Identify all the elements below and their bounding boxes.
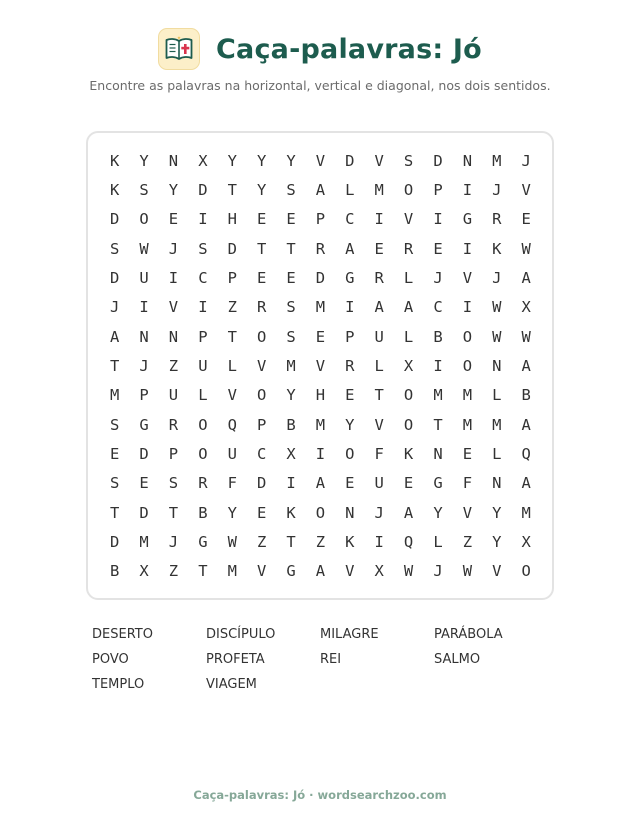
grid-cell[interactable]: U bbox=[227, 444, 237, 463]
grid-cell[interactable]: M bbox=[374, 180, 384, 199]
grid-cell[interactable]: D bbox=[227, 239, 237, 258]
grid-cell[interactable]: S bbox=[110, 474, 120, 493]
grid-cell[interactable]: N bbox=[492, 474, 502, 493]
grid-cell[interactable]: W bbox=[139, 239, 149, 258]
grid-cell[interactable]: D bbox=[139, 503, 149, 522]
grid-cell[interactable]: P bbox=[198, 327, 208, 346]
grid-cell[interactable]: E bbox=[286, 210, 296, 229]
grid-cell[interactable]: M bbox=[462, 386, 473, 405]
grid-cell[interactable]: M bbox=[521, 503, 531, 522]
grid-cell[interactable]: L bbox=[403, 327, 414, 346]
word-list-item: MILAGRE bbox=[320, 627, 379, 642]
letter-grid bbox=[100, 146, 541, 586]
grid-cell[interactable]: V bbox=[374, 415, 384, 434]
grid-cell[interactable]: G bbox=[139, 415, 149, 434]
grid-cell[interactable]: I bbox=[345, 298, 355, 317]
grid-cell[interactable]: W bbox=[492, 298, 502, 317]
grid-cell[interactable]: Z bbox=[315, 532, 326, 551]
grid-cell[interactable]: V bbox=[462, 503, 473, 522]
grid-cell[interactable]: I bbox=[315, 444, 326, 463]
grid-cell[interactable]: V bbox=[462, 268, 473, 287]
grid-cell[interactable]: M bbox=[462, 415, 473, 434]
grid-cell[interactable]: M bbox=[315, 415, 326, 434]
grid-cell[interactable]: Q bbox=[227, 415, 237, 434]
grid-cell[interactable]: S bbox=[403, 151, 414, 170]
grid-cell[interactable]: L bbox=[227, 356, 237, 375]
grid-cell[interactable]: D bbox=[345, 151, 355, 170]
grid-cell[interactable]: D bbox=[110, 268, 120, 287]
grid-cell[interactable]: P bbox=[315, 210, 326, 229]
grid-cell[interactable]: B bbox=[433, 327, 443, 346]
grid-cell[interactable]: Y bbox=[345, 415, 355, 434]
grid-cell[interactable]: S bbox=[168, 474, 179, 493]
grid-cell[interactable]: D bbox=[315, 268, 326, 287]
grid-cell[interactable]: R bbox=[198, 474, 208, 493]
grid-cell[interactable]: I bbox=[198, 210, 208, 229]
grid-cell[interactable]: X bbox=[139, 562, 149, 581]
grid-cell[interactable]: Y bbox=[168, 180, 179, 199]
grid-cell[interactable]: A bbox=[374, 298, 384, 317]
grid-cell[interactable]: D bbox=[433, 151, 443, 170]
grid-cell[interactable]: I bbox=[139, 298, 149, 317]
grid-cell[interactable]: J bbox=[433, 268, 443, 287]
grid-cell[interactable]: E bbox=[315, 327, 326, 346]
grid-cell[interactable]: R bbox=[492, 210, 502, 229]
grid-cell[interactable]: G bbox=[198, 532, 208, 551]
grid-cell[interactable]: J bbox=[168, 239, 179, 258]
grid-cell[interactable]: V bbox=[521, 180, 531, 199]
grid-cell[interactable]: E bbox=[168, 210, 179, 229]
grid-cell[interactable]: D bbox=[256, 474, 267, 493]
grid-cell[interactable]: M bbox=[227, 562, 237, 581]
grid-cell[interactable]: E bbox=[403, 474, 414, 493]
grid-cell[interactable]: S bbox=[110, 239, 120, 258]
grid-cell[interactable]: Y bbox=[492, 503, 502, 522]
grid-cell[interactable]: B bbox=[198, 503, 208, 522]
grid-cell[interactable]: C bbox=[433, 298, 443, 317]
grid-cell[interactable]: W bbox=[462, 562, 473, 581]
grid-cell[interactable]: J bbox=[521, 151, 531, 170]
grid-cell[interactable]: J bbox=[168, 532, 179, 551]
grid-cell[interactable]: O bbox=[256, 327, 267, 346]
grid-cell[interactable]: R bbox=[315, 239, 326, 258]
grid-cell[interactable]: A bbox=[345, 239, 355, 258]
grid-cell[interactable]: N bbox=[462, 151, 473, 170]
grid-cell[interactable]: T bbox=[374, 386, 384, 405]
grid-cell[interactable]: G bbox=[433, 474, 443, 493]
grid-cell[interactable]: O bbox=[403, 386, 414, 405]
grid-cell[interactable]: P bbox=[433, 180, 443, 199]
grid-cell[interactable]: Y bbox=[256, 180, 267, 199]
grid-cell[interactable]: I bbox=[462, 180, 473, 199]
word-list-item: TEMPLO bbox=[92, 677, 145, 692]
grid-cell[interactable]: T bbox=[286, 532, 296, 551]
grid-cell[interactable]: T bbox=[168, 503, 179, 522]
grid-cell[interactable]: H bbox=[315, 386, 326, 405]
grid-cell[interactable]: C bbox=[198, 268, 208, 287]
grid-cell[interactable]: Y bbox=[286, 386, 296, 405]
grid-cell[interactable]: B bbox=[521, 386, 531, 405]
grid-cell[interactable]: O bbox=[345, 444, 355, 463]
grid-cell[interactable]: E bbox=[256, 210, 267, 229]
grid-cell[interactable]: D bbox=[110, 532, 120, 551]
grid-cell[interactable]: Z bbox=[168, 562, 179, 581]
grid-cell[interactable]: I bbox=[433, 356, 443, 375]
grid-cell[interactable]: B bbox=[286, 415, 296, 434]
grid-cell[interactable]: N bbox=[168, 327, 179, 346]
grid-cell[interactable]: N bbox=[492, 356, 502, 375]
grid-cell[interactable]: J bbox=[374, 503, 384, 522]
grid-cell[interactable]: U bbox=[198, 356, 208, 375]
grid-cell[interactable]: J bbox=[110, 298, 120, 317]
word-list-item: DESERTO bbox=[92, 627, 153, 642]
grid-cell[interactable]: K bbox=[403, 444, 414, 463]
grid-cell[interactable]: W bbox=[227, 532, 237, 551]
word-list-item: POVO bbox=[92, 652, 129, 667]
grid-cell[interactable]: G bbox=[286, 562, 296, 581]
grid-cell[interactable]: Y bbox=[433, 503, 443, 522]
footer: Caça-palavras: Jó · wordsearchzoo.com bbox=[193, 788, 447, 802]
word-list-item: PROFETA bbox=[206, 652, 265, 667]
grid-cell[interactable]: J bbox=[492, 268, 502, 287]
grid-cell[interactable]: E bbox=[462, 444, 473, 463]
header bbox=[0, 28, 640, 70]
grid-cell[interactable]: A bbox=[403, 298, 414, 317]
word-list-item: SALMO bbox=[434, 652, 481, 667]
grid-cell[interactable]: Y bbox=[227, 151, 237, 170]
grid-cell[interactable]: H bbox=[227, 210, 237, 229]
grid-cell[interactable]: I bbox=[374, 532, 384, 551]
grid-cell[interactable]: X bbox=[403, 356, 414, 375]
grid-cell[interactable]: O bbox=[462, 327, 473, 346]
grid-cell[interactable]: V bbox=[345, 562, 355, 581]
grid-cell[interactable]: P bbox=[345, 327, 355, 346]
grid-cell[interactable]: V bbox=[256, 562, 267, 581]
grid-cell[interactable]: S bbox=[286, 180, 296, 199]
page-subtitle: Encontre as palavras na horizontal, vertical e diagonal, nos dois sentidos. bbox=[89, 78, 551, 93]
grid-cell[interactable]: D bbox=[198, 180, 208, 199]
grid-cell[interactable]: O bbox=[198, 444, 208, 463]
grid-cell[interactable]: F bbox=[462, 474, 473, 493]
grid-cell[interactable]: S bbox=[110, 415, 120, 434]
grid-cell[interactable]: E bbox=[433, 239, 443, 258]
grid-cell[interactable]: L bbox=[433, 532, 443, 551]
grid-cell[interactable]: X bbox=[286, 444, 296, 463]
grid-cell[interactable]: T bbox=[433, 415, 443, 434]
grid-cell[interactable]: C bbox=[345, 210, 355, 229]
grid-cell[interactable]: E bbox=[286, 268, 296, 287]
grid-cell[interactable]: O bbox=[521, 562, 531, 581]
grid-cell[interactable]: X bbox=[374, 562, 384, 581]
grid-cell[interactable]: X bbox=[198, 151, 208, 170]
grid-cell[interactable]: P bbox=[139, 386, 149, 405]
grid-cell[interactable]: A bbox=[315, 474, 326, 493]
word-list-item: VIAGEM bbox=[206, 677, 257, 692]
grid-cell[interactable]: Y bbox=[227, 503, 237, 522]
grid-cell[interactable]: Y bbox=[286, 151, 296, 170]
grid-cell[interactable]: U bbox=[139, 268, 149, 287]
grid-cell[interactable]: Y bbox=[492, 532, 502, 551]
grid-cell[interactable]: W bbox=[521, 327, 531, 346]
grid-cell[interactable]: W bbox=[403, 562, 414, 581]
grid-cell[interactable]: L bbox=[345, 180, 355, 199]
grid-cell[interactable]: P bbox=[168, 444, 179, 463]
grid-cell[interactable]: S bbox=[139, 180, 149, 199]
grid-cell[interactable]: R bbox=[403, 239, 414, 258]
grid-cell[interactable]: E bbox=[256, 268, 267, 287]
grid-cell[interactable]: Z bbox=[227, 298, 237, 317]
grid-cell[interactable]: Z bbox=[462, 532, 473, 551]
grid-cell[interactable]: A bbox=[521, 268, 531, 287]
grid-cell[interactable]: L bbox=[403, 268, 414, 287]
grid-cell[interactable]: Q bbox=[521, 444, 531, 463]
grid-cell[interactable]: T bbox=[198, 562, 208, 581]
grid-cell[interactable]: I bbox=[433, 210, 443, 229]
grid-cell[interactable]: V bbox=[315, 356, 326, 375]
grid-cell[interactable]: M bbox=[315, 298, 326, 317]
grid-cell[interactable]: M bbox=[110, 386, 120, 405]
grid-cell[interactable]: O bbox=[403, 180, 414, 199]
grid-cell[interactable]: O bbox=[315, 503, 326, 522]
grid-cell[interactable]: P bbox=[256, 415, 267, 434]
grid-cell[interactable]: K bbox=[110, 180, 120, 199]
grid-cell[interactable]: M bbox=[492, 415, 502, 434]
grid-cell[interactable]: I bbox=[198, 298, 208, 317]
grid-cell[interactable]: U bbox=[374, 474, 384, 493]
grid-cell[interactable]: V bbox=[256, 356, 267, 375]
grid-cell[interactable]: Z bbox=[256, 532, 267, 551]
grid-cell[interactable]: J bbox=[139, 356, 149, 375]
grid-cell[interactable]: D bbox=[110, 210, 120, 229]
grid-cell[interactable]: C bbox=[256, 444, 267, 463]
grid-cell[interactable]: V bbox=[168, 298, 179, 317]
page-title: Caça-palavras: Jó bbox=[216, 33, 482, 65]
grid-cell[interactable]: J bbox=[492, 180, 502, 199]
grid-cell[interactable]: I bbox=[286, 474, 296, 493]
grid-cell[interactable]: M bbox=[286, 356, 296, 375]
grid-cell[interactable]: F bbox=[227, 474, 237, 493]
grid-cell[interactable]: R bbox=[168, 415, 179, 434]
grid-cell[interactable]: E bbox=[521, 210, 531, 229]
grid-cell[interactable]: W bbox=[521, 239, 531, 258]
grid-cell[interactable]: V bbox=[403, 210, 414, 229]
grid-cell[interactable]: R bbox=[256, 298, 267, 317]
grid-cell[interactable]: A bbox=[521, 474, 531, 493]
grid-cell[interactable]: K bbox=[110, 151, 120, 170]
grid-cell[interactable]: D bbox=[139, 444, 149, 463]
grid-cell[interactable]: F bbox=[374, 444, 384, 463]
bible-icon bbox=[158, 28, 200, 70]
grid-cell[interactable]: E bbox=[374, 239, 384, 258]
grid-cell[interactable]: L bbox=[374, 356, 384, 375]
grid-cell[interactable]: V bbox=[315, 151, 326, 170]
grid-cell[interactable]: K bbox=[492, 239, 502, 258]
grid-cell[interactable]: T bbox=[256, 239, 267, 258]
grid-cell[interactable]: T bbox=[110, 503, 120, 522]
grid-cell[interactable]: A bbox=[110, 327, 120, 346]
grid-cell[interactable]: L bbox=[492, 386, 502, 405]
grid-cell[interactable]: Y bbox=[139, 151, 149, 170]
grid-cell[interactable]: V bbox=[374, 151, 384, 170]
grid-cell[interactable]: R bbox=[345, 356, 355, 375]
grid-cell[interactable]: Q bbox=[403, 532, 414, 551]
grid-cell[interactable]: A bbox=[521, 356, 531, 375]
grid-cell[interactable]: O bbox=[198, 415, 208, 434]
grid-cell[interactable]: N bbox=[345, 503, 355, 522]
grid-cell[interactable]: G bbox=[345, 268, 355, 287]
grid-cell[interactable]: A bbox=[403, 503, 414, 522]
grid-cell[interactable]: O bbox=[462, 356, 473, 375]
grid-cell[interactable]: M bbox=[433, 386, 443, 405]
grid-cell[interactable]: I bbox=[374, 210, 384, 229]
grid-cell[interactable]: M bbox=[139, 532, 149, 551]
word-list-item: PARÁBOLA bbox=[434, 627, 503, 642]
grid-cell[interactable]: T bbox=[227, 180, 237, 199]
grid-cell[interactable]: Z bbox=[168, 356, 179, 375]
grid-cell[interactable]: T bbox=[227, 327, 237, 346]
grid-cell[interactable]: E bbox=[110, 444, 120, 463]
grid-cell[interactable]: J bbox=[433, 562, 443, 581]
grid-cell[interactable]: S bbox=[198, 239, 208, 258]
grid-cell[interactable]: K bbox=[286, 503, 296, 522]
grid-cell[interactable]: E bbox=[345, 386, 355, 405]
grid-cell[interactable]: N bbox=[168, 151, 179, 170]
grid-cell[interactable]: N bbox=[433, 444, 443, 463]
grid-cell[interactable]: S bbox=[286, 298, 296, 317]
grid-cell[interactable]: O bbox=[256, 386, 267, 405]
grid-cell[interactable]: T bbox=[110, 356, 120, 375]
grid-cell[interactable]: K bbox=[345, 532, 355, 551]
grid-cell[interactable]: R bbox=[374, 268, 384, 287]
grid-cell[interactable]: I bbox=[462, 239, 473, 258]
grid-cell[interactable]: M bbox=[492, 151, 502, 170]
grid-cell[interactable]: I bbox=[168, 268, 179, 287]
grid-cell[interactable]: I bbox=[462, 298, 473, 317]
grid-cell[interactable]: E bbox=[256, 503, 267, 522]
grid-cell[interactable]: X bbox=[521, 298, 531, 317]
grid-cell[interactable]: Y bbox=[256, 151, 267, 170]
grid-cell[interactable]: O bbox=[139, 210, 149, 229]
word-list-item: DISCÍPULO bbox=[206, 627, 276, 642]
grid-cell[interactable]: S bbox=[286, 327, 296, 346]
grid-cell[interactable]: X bbox=[521, 532, 531, 551]
grid-cell[interactable]: O bbox=[403, 415, 414, 434]
grid-cell[interactable]: A bbox=[521, 415, 531, 434]
grid-cell[interactable]: E bbox=[345, 474, 355, 493]
grid-cell[interactable]: A bbox=[315, 180, 326, 199]
grid-cell[interactable]: N bbox=[139, 327, 149, 346]
grid-cell[interactable]: L bbox=[198, 386, 208, 405]
grid-cell[interactable]: U bbox=[374, 327, 384, 346]
grid-cell[interactable]: A bbox=[315, 562, 326, 581]
grid-cell[interactable]: B bbox=[110, 562, 120, 581]
grid-cell[interactable]: G bbox=[462, 210, 473, 229]
grid-cell[interactable]: W bbox=[492, 327, 502, 346]
grid-cell[interactable]: V bbox=[492, 562, 502, 581]
grid-cell[interactable]: E bbox=[139, 474, 149, 493]
grid-cell[interactable]: L bbox=[492, 444, 502, 463]
grid-cell[interactable]: V bbox=[227, 386, 237, 405]
grid-cell[interactable]: P bbox=[227, 268, 237, 287]
word-list-item: REI bbox=[320, 652, 342, 667]
word-list bbox=[92, 626, 548, 693]
grid-cell[interactable]: T bbox=[286, 239, 296, 258]
grid-cell[interactable]: U bbox=[168, 386, 179, 405]
